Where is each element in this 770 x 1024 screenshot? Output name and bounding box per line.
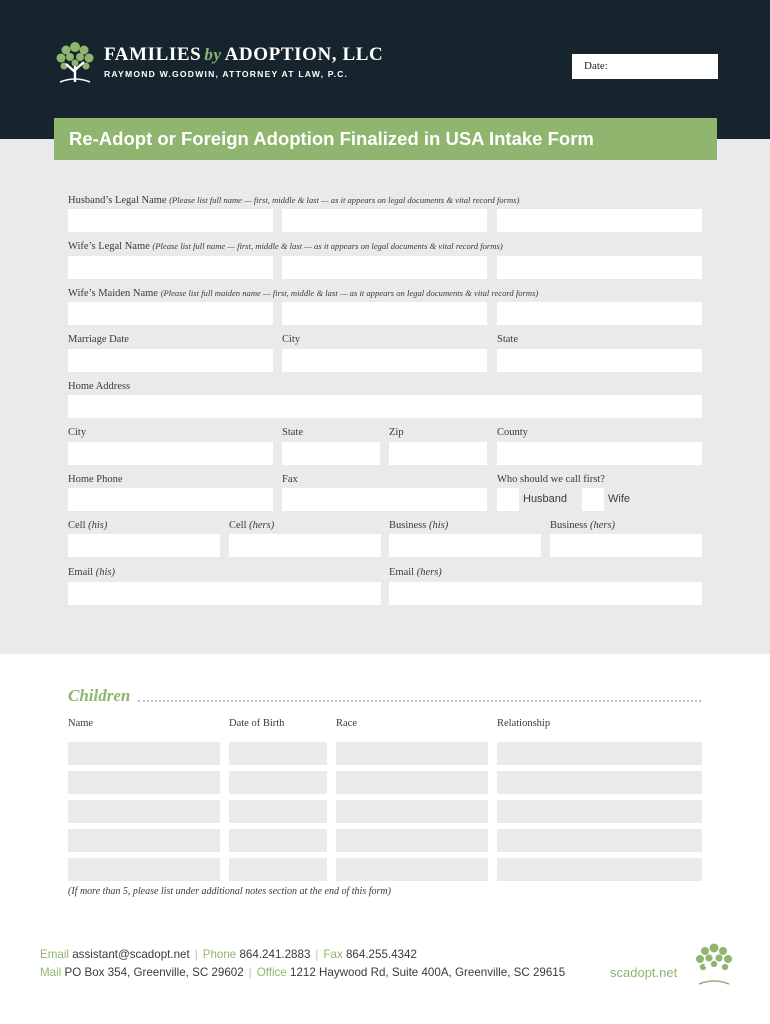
child-3-name-field[interactable] bbox=[68, 800, 220, 823]
address-county-label: County bbox=[497, 427, 528, 438]
child-5-name-field[interactable] bbox=[68, 858, 220, 881]
address-county-field[interactable] bbox=[497, 442, 702, 465]
child-dob-header: Date of Birth bbox=[229, 718, 285, 729]
child-4-relationship-field[interactable] bbox=[497, 829, 702, 852]
call-wife-checkbox[interactable] bbox=[582, 488, 604, 511]
cell-hers-field[interactable] bbox=[229, 534, 381, 557]
email-his-field[interactable] bbox=[68, 582, 381, 605]
footer-office-key: Office bbox=[256, 966, 287, 979]
footer-mail-value: PO Box 354, Greenville, SC 29602 bbox=[64, 966, 244, 979]
child-1-relationship-field[interactable] bbox=[497, 742, 702, 765]
call-first-label: Who should we call first? bbox=[497, 474, 605, 485]
footer-office-value: 1212 Haywood Rd, Suite 400A, Greenville, SC 29615 bbox=[290, 966, 566, 979]
child-4-name-field[interactable] bbox=[68, 829, 220, 852]
marriage-city-label: City bbox=[282, 334, 301, 345]
maiden-last-name-field[interactable] bbox=[497, 302, 702, 325]
business-hers-field[interactable] bbox=[550, 534, 702, 557]
brand-subtitle: RAYMOND W.GODWIN, ATTORNEY AT LAW, P.C. bbox=[104, 69, 349, 79]
husband-last-name-field[interactable] bbox=[497, 209, 702, 232]
child-1-dob-field[interactable] bbox=[229, 742, 327, 765]
footer-contact-line: Email assistant@scadopt.net | Phone 864.241.2883 | Fax 864.255.4342 bbox=[40, 948, 417, 961]
email-hers-label: Email (hers) bbox=[389, 567, 442, 578]
home-phone-field[interactable] bbox=[68, 488, 273, 511]
child-1-race-field[interactable] bbox=[336, 742, 488, 765]
tree-icon bbox=[52, 38, 98, 84]
footer-mail-key: Mail bbox=[40, 966, 62, 979]
child-relationship-header: Relationship bbox=[497, 718, 551, 729]
footer-fax-value: 864.255.4342 bbox=[345, 948, 417, 961]
dotted-divider bbox=[138, 700, 701, 702]
brand-name: FAMILIES by ADOPTION, LLC bbox=[104, 44, 384, 65]
call-wife-label: Wife bbox=[608, 493, 630, 505]
child-3-dob-field[interactable] bbox=[229, 800, 327, 823]
marriage-date-label: Marriage Date bbox=[68, 334, 129, 345]
child-5-race-field[interactable] bbox=[336, 858, 488, 881]
cell-hers-label: Cell (hers) bbox=[229, 520, 275, 531]
email-his-label: Email (his) bbox=[68, 567, 115, 578]
footer-phone-value: 864.241.2883 bbox=[239, 948, 311, 961]
children-section-title: Children bbox=[68, 686, 131, 705]
marriage-state-field[interactable] bbox=[497, 349, 702, 372]
address-state-field[interactable] bbox=[282, 442, 380, 465]
maiden-first-name-field[interactable] bbox=[68, 302, 273, 325]
husband-first-name-field[interactable] bbox=[68, 209, 273, 232]
children-footnote: (If more than 5, please list under additional notes section at the end of this form) bbox=[68, 886, 391, 897]
wife-first-name-field[interactable] bbox=[68, 256, 273, 279]
address-city-field[interactable] bbox=[68, 442, 273, 465]
child-2-relationship-field[interactable] bbox=[497, 771, 702, 794]
child-4-dob-field[interactable] bbox=[229, 829, 327, 852]
address-zip-field[interactable] bbox=[389, 442, 487, 465]
child-2-dob-field[interactable] bbox=[229, 771, 327, 794]
husband-name-label: Husband’s Legal Name (Please list full name — first, middle & last — as it appears on legal documents & vital record forms) bbox=[68, 195, 520, 206]
child-3-relationship-field[interactable] bbox=[497, 800, 702, 823]
child-2-race-field[interactable] bbox=[336, 771, 488, 794]
footer-website-link[interactable]: scadopt.net bbox=[610, 965, 678, 980]
child-5-dob-field[interactable] bbox=[229, 858, 327, 881]
footer-fax-key: Fax bbox=[323, 948, 343, 961]
footer-address-line: Mail PO Box 354, Greenville, SC 29602 | Office 1212 Haywood Rd, Suite 400A, Greenville, SC 29615 bbox=[40, 966, 566, 979]
wife-maiden-name-label: Wife’s Maiden Name (Please list full maiden name — first, middle & last — as it appears on legal documents & vital record forms) bbox=[68, 288, 539, 299]
child-1-name-field[interactable] bbox=[68, 742, 220, 765]
date-label: Date: bbox=[584, 60, 608, 72]
address-zip-label: Zip bbox=[389, 427, 404, 438]
call-husband-checkbox[interactable] bbox=[497, 488, 519, 511]
business-his-label: Business (his) bbox=[389, 520, 449, 531]
footer-phone-key: Phone bbox=[202, 948, 237, 961]
form-title: Re-Adopt or Foreign Adoption Finalized in USA Intake Form bbox=[54, 118, 717, 160]
wife-last-name-field[interactable] bbox=[497, 256, 702, 279]
wife-name-label: Wife’s Legal Name (Please list full name — first, middle & last — as it appears on legal documents & vital record forms) bbox=[68, 241, 503, 252]
marriage-date-field[interactable] bbox=[68, 349, 273, 372]
date-field[interactable] bbox=[572, 54, 718, 79]
child-4-race-field[interactable] bbox=[336, 829, 488, 852]
tree-icon bbox=[692, 940, 736, 986]
fax-label: Fax bbox=[282, 474, 298, 485]
home-phone-label: Home Phone bbox=[68, 474, 123, 485]
child-name-header: Name bbox=[68, 718, 94, 729]
marriage-state-label: State bbox=[497, 334, 518, 345]
footer-email-key: Email bbox=[40, 948, 69, 961]
maiden-middle-name-field[interactable] bbox=[282, 302, 487, 325]
home-address-field[interactable] bbox=[68, 395, 702, 418]
child-5-relationship-field[interactable] bbox=[497, 858, 702, 881]
address-state-label: State bbox=[282, 427, 303, 438]
fax-field[interactable] bbox=[282, 488, 487, 511]
cell-his-field[interactable] bbox=[68, 534, 220, 557]
business-his-field[interactable] bbox=[389, 534, 541, 557]
child-2-name-field[interactable] bbox=[68, 771, 220, 794]
address-city-label: City bbox=[68, 427, 87, 438]
footer-email-link[interactable]: assistant@scadopt.net bbox=[72, 948, 190, 961]
husband-middle-name-field[interactable] bbox=[282, 209, 487, 232]
marriage-city-field[interactable] bbox=[282, 349, 487, 372]
email-hers-field[interactable] bbox=[389, 582, 702, 605]
cell-his-label: Cell (his) bbox=[68, 520, 108, 531]
child-race-header: Race bbox=[336, 718, 357, 729]
business-hers-label: Business (hers) bbox=[550, 520, 616, 531]
home-address-label: Home Address bbox=[68, 381, 131, 392]
child-3-race-field[interactable] bbox=[336, 800, 488, 823]
call-husband-label: Husband bbox=[523, 493, 568, 505]
wife-middle-name-field[interactable] bbox=[282, 256, 487, 279]
